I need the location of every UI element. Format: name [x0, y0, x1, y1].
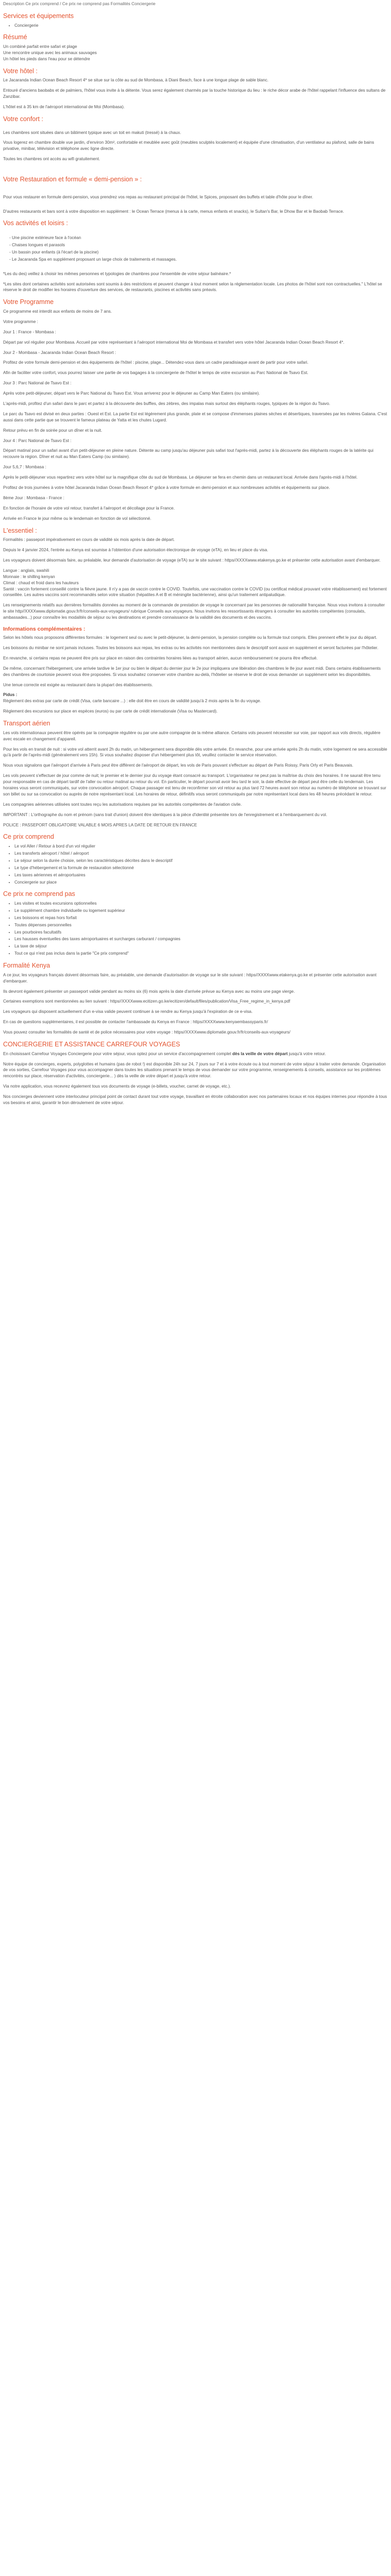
paragraph: Formalités : passeport impérativement en cours de validité six mois après la date de départ. [3, 537, 175, 543]
comprend-list [3, 843, 388, 885]
paragraph: Depuis le 4 janvier 2024, l'entrée au Kenya est soumise à l'obtention d'une autorisation électronique de voyage (eTA), en lieu et place du visa. [3, 548, 268, 553]
paragraph: Via notre application, vous recevrez également tous vos documents de voyage (e-billets, voucher, carnet de voyage, etc.). [3, 1084, 231, 1089]
paragraph: Profitez de votre formule demi-pension et des équipements de l'hôtel : piscine, plage... Détendez-vous dans un cadre paradisiaque avant de partir pour votre safari. [3, 360, 308, 365]
paragraph: Après votre petit-déjeuner, départ vers le Parc National du Tsavo Est. Vous arriverez pour le déjeuner au Camp Man Eaters (ou similaire). [3, 391, 260, 396]
paragraph: Règlement des excursions sur place en espèces (euros) ou par carte de crédit internationale (Visa ou Mastercard). [3, 709, 218, 714]
paragraph: Vous logerez en chambre double vue jardin, d'environ 30m², confortable et meublée avec goût (meubles sculptés localement) et équipée d'une climatisation, d'un ventilateur au plafond, salle de bains privative, minibar, télévision et téléphone avec ligne directe. [3, 140, 374, 151]
informations-section [3, 626, 388, 715]
list-item: • Le vol Aller / Retour à bord d'un vol régulier [14, 843, 388, 850]
services-list [3, 23, 388, 29]
activites-list [3, 235, 388, 263]
transport-section [3, 720, 388, 828]
day-title: Jour 3 : Parc National de Tsavo Est : [3, 381, 72, 386]
confort-title: Votre confort : [3, 115, 43, 123]
paragraph: D'autres restaurants et bars sont à votre disposition en supplément : le Ocean Terrace (menus à la carte, menus enfants et snacks), le Sultan's Bar, le Dhow Bar et le Baobab Terrace. [3, 209, 344, 214]
tab-nav-text[interactable]: Description Ce prix comprend / Ce prix ne comprend pas Formalités Conciergerie [3, 2, 156, 6]
programme-title: Votre Programme [3, 298, 54, 306]
note: *Les du des) veillez à choisir les mêmes personnes et typologies de chambres pour l'ensemble de votre séjour balnéaire.* [3, 271, 231, 276]
note: *Les sites dont certaines activités sont autorisées sont soumis à des restrictions et peuvent changer à tout moment selon la réglementation locale. Les photos de l'hôtel sont non contractuelles." L'hôtel se réserve le droit de modifier les horaires d'ouverture des services, de restaurants, piscines et activités sans préavis. [3, 281, 382, 293]
paragraph: Les boissons du minibar ne sont jamais incluses. Toutes les boissons aux repas, les extras ou les activités non mentionnées dans le descriptif sont aussi en supplément et seront facturées par l'hôtelier. [3, 646, 379, 650]
paragraph: Les vols peuvent s'effectuer de jour comme de nuit; le premier et le dernier jour du voyage étant consacré au transport. L'organisateur ne peut pas la maîtrise du choix des horaires. Il ne saurait être tenu pour responsable en cas de départ tardif de l'aller ou retour matinal au retour du vol. En particulier, le départ pourrait avoir lieu tard le soir, la date effective de départ peut être celle du lendemain. Les horaires vous seront communiqués, sur votre convocation aéroport. Chaque passager est tenu de reconfirmer son vol retour au plus tard 72 heures avant son retour au numéro de téléphone se trouvant sur son billet ou sur sa convocation ou auprès de notre représentant local. Les horaires de retour, définitifs vous seront communiqués par notre représentant local dans les 48 heures précédant le retour. [3, 773, 386, 796]
confort-section [3, 115, 388, 162]
resume-section [3, 33, 388, 62]
list-item: • Tout ce qui n'est pas inclus dans la partie "Ce prix comprend" [14, 951, 388, 957]
paragraph: Certaines exemptions sont mentionnées au lien suivant : https//XXXXwww.ecitizen.go.ke/ecitizen/default/files/publication/Visa_Free_regime_in_kenya.pdf [3, 999, 290, 1004]
resume-title: Résumé [3, 33, 27, 41]
list-item: • Toutes dépenses personnelles [14, 922, 388, 928]
paragraph: En revanche, si certains repas ne peuvent être pris sur place en raison des contraintes horaires liées au transport aérien, aucun remboursement ne pourra être effectué. [3, 655, 318, 660]
list-item: - Le Jacaranda Spa en supplément proposant un large choix de traitements et massages. [9, 257, 388, 263]
transport-title: Transport aérien [3, 720, 51, 727]
day-title: Jour 4 : Parc National de Tsavo Est : [3, 438, 72, 443]
list-item: • Conciergerie sur place [14, 879, 388, 886]
paragraph: Vous pouvez consulter les formalités de santé et de police nécessaires pour votre voyage : https//XXXXwww.diplomatie.gouv.fr/fr/conseils-aux-voyageurs/ [3, 1030, 290, 1035]
info-line: Santé : vaccin fortement conseillé contre la fièvre jaune. Il n'y a pas de vaccin contre le COVID. Toutefois, une vaccination contre le COVID (ou certificat médical prouvant votre rétablissement) est fortement conseillée. Les autres vaccins sont recommandés selon votre situation (hépatites A et B et méningite bactérienne), ainsi qu'un traitement antipaludique. [3, 586, 387, 598]
paragraph: Votre programme : [3, 319, 38, 324]
restauration-section [3, 176, 388, 214]
necomprend-section [3, 890, 388, 957]
paragraph: Notre équipe de concierges, experts, polyglottes et humains (pas de robot !) est disponible 24h sur 24, 7 jours sur 7 et à votre écoute ou à tout moment de votre séjour à traiter votre demande. Organisation de vos sorties, Carrefour Voyages pour vous accompagner dans toutes les situations prenant le temps de vous demander sur votre programme, renseignements & conseils, assistance sur les problèmes rencontrés sur place, réservation d'activités, conciergerie... ) dès la veille de votre départ et jusqu'à votre retour. [3, 1061, 386, 1079]
paragraph: A ce jour, les voyageurs français doivent désormais faire, au préalable, une demande d'autorisation de voyage sur le site suivant : https//XXXXwww.etakenya.go.ke et présenter cette autorisation avant d'embarquer. [3, 972, 377, 984]
day-title: 8ème Jour : Mombasa - France : [3, 495, 64, 500]
paragraph: De même, concernant l'hébergement, une arrivée tardive le 1er jour ou bien le départ du dernier jour le 2e jour impliquera une libération des chambres le 8e jour avant midi. Dans certains établissements des chambres de courtoisie peuvent vous être proposées. Si vous souhaitez conserver votre chambre au-delà, l'hôtelier se réserve le droit de vous demander un supplément selon les disponibilités. [3, 666, 381, 677]
list-item: • Le séjour selon la durée choisie, selon les caractéristiques décrites dans le descriptif [14, 858, 388, 864]
day-title: Jour 1 : France - Mombasa : [3, 329, 56, 334]
paragraph: Les voyageurs qui disposent actuellement d'un e-visa valide peuvent continuer à se rendre au Kenya jusqu'à l'expiration de ce e-visa. [3, 1009, 253, 1014]
paragraph: Pour les vols en transit de nuit : si votre vol atterrit avant 2h du matin, un hébergement sera disponible dès votre arrivée. En revanche, pour une arrivée après 2h du matin, votre logement ne sera accessible qu'à partir de l'après-midi (généralement vers 15h). Si vous souhaitez disposer d'un hébergement plus tôt, veuillez contacter le service réservation. [3, 747, 387, 758]
list-item: • La taxe de séjour [14, 943, 388, 950]
conciergerie-title: CONCIERGERIE ET ASSISTANCE CARREFOUR VOYAGES [3, 1041, 181, 1048]
paragraph: Selon les hôtels nous proposons différentes formules : le logement seul ou avec le petit-déjeuner, la demi-pension, la pension complète ou la formule tout compris. Elles prennent effet le jour du départ. [3, 635, 378, 640]
services-section [3, 12, 388, 29]
product-page [0, 0, 391, 1116]
paragraph: En choisissant Carrefour Voyages Conciergerie pour votre séjour, vous optez pour un service d'accompagnement complet dès la veille de votre départ jusqu'à votre retour. [3, 1051, 326, 1056]
day-title: Jour 5,6,7 : Mombasa : [3, 465, 46, 470]
list-item: • Conciergerie [14, 23, 388, 29]
list-item: • Le type d'hébergement et la formule de restauration sélectionné [14, 865, 388, 871]
restauration-title: Votre Restauration et formule « demi-pension » : [3, 176, 142, 183]
hotel-section [3, 67, 388, 110]
paragraph: Les voyageurs doivent désormais faire, au préalable, leur demande d'autorisation de voyage (eTA) sur le site suivant : https//XXXXwww.etakenya.go.ke et présenter cette autorisation avant d'embarquer. [3, 557, 381, 563]
paragraph: Ils devront également présenter un passeport valide pendant au moins six (6) mois après la date d'arrivée prévue au Kenya avec au moins une page vierge. [3, 989, 295, 994]
list-item: - Chaises longues et parasols [9, 242, 388, 248]
list-item: • Les taxes aériennes et aéroportuaires [14, 872, 388, 878]
paragraph: Afin de faciliter votre confort, vous pourrez laisser une partie de vos bagages à la conciergerie de l'hôtel le temps de votre excursion au Parc National de Tsavo Est. [3, 370, 308, 376]
paragraph: En cas de questions supplémentaires, il est possible de contacter l'ambassade du Kenya en France : https//XXXXwww.kenyaembassyparis.fr/ [3, 1020, 268, 1025]
paragraph: Règlement des extras par carte de crédit (Visa, carte bancaire ...) : elle doit être en cours de validité jusqu'à 2 mois après la fin du voyage. [3, 699, 262, 704]
paragraph: L'après-midi, profitez d'un safari dans le parc et partez à la découverte des buffles, des zèbres, des impalas mais surtout des éléphants rouges, typiques de la région du Tsavo. [3, 401, 331, 406]
formalite-section [3, 962, 388, 1036]
essentiel-title: L'essentiel : [3, 527, 37, 534]
paragraph: Nos concierges deviennent votre interlocuteur principal point de contact durant tout votre voyage, travaillant en étroite collaboration avec nos partenaires locaux et nos équipes internes pour répondre à tous vos besoins et ainsi, garantir le bon déroulement de votre séjour. [3, 1094, 387, 1105]
paragraph: L'hôtel est à 35 km de l'aéroport international de Moi (Mombasa). [3, 105, 125, 109]
paragraph: En fonction de l'horaire de votre vol retour, transfert à l'aéroport et décollage pour la France. [3, 505, 175, 511]
activites-section [3, 219, 388, 293]
paragraph: Le parc du Tsavo est divisé en deux parties : Ouest et Est. La partie Est est légèrement plus grande, plate et se compose d'immenses plaines sèches et désertiques, traversées par les rivières Galana. C'est aussi dans cette partie que se trouvent le fameux plateau de Yatta et les chutes Lugard. [3, 411, 387, 422]
list-item: • Les boissons et repas hors forfait [14, 915, 388, 921]
list-item: - Une piscine extérieure face à l'océan [9, 235, 388, 241]
paragraph: Retour prévu en fin de soirée pour un dîner et la nuit. [3, 428, 103, 433]
paragraph: Départ par vol régulier pour Mombasa. Accueil par votre représentant à l'aéroport international Moi de Mombasa et transfert vers votre hôtel Jacaranda Indian Ocean Beach Resort 4*. [3, 340, 345, 345]
resume-line: Une rencontre unique avec les animaux sauvages [3, 50, 97, 55]
paragraph: Nous vous signalons que l'aéroport d'arrivée à Paris peut être différent de l'aéroport de départ, les vols de Paris pouvant s'effectuer au départ de Paris Roissy, Paris Orly et Paris Beauvais. [3, 763, 353, 768]
paragraph: Arrivée en France le jour même ou le lendemain en fonction de vol sélectionné. [3, 516, 152, 521]
paragraph: Les vols internationaux peuvent être opérés par la compagnie régulière ou par une autre compagnie de la même alliance. Certains vols peuvent nécessiter sur voie, par rapport aux vols directs, régulière avec escale en changement d'appareil. [3, 730, 381, 741]
programme-section [3, 298, 388, 521]
paragraph: Profitez de trois journées à votre hôtel Jacaranda Indian Ocean Beach Resort 4* grâce à votre formule en demi-pension et aux nombreuses activités et équipements sur place. [3, 485, 330, 490]
info-line: Climat : chaud et froid dans les hauteurs [3, 580, 79, 585]
necomprend-title: Ce prix ne comprend pas [3, 890, 75, 898]
paragraph: Après le petit-déjeuner vous repartirez vers votre hôtel sur la magnifique côte du sud de Mombasa. Le déjeuner se fera en chemin dans un restaurant local. Arrivée dans l'après-midi à l'hôtel. [3, 475, 358, 480]
paragraph: Pour vous restaurer en formule demi-pension, vous prendrez vos repas au restaurant principal de l'hôtel, le Spices, proposant des buffets et table d'hôte pour le dîner. [3, 194, 314, 199]
paragraph: Départ matinal pour un safari avant d'un petit-déjeuner en pleine nature. Détente au camp jusqu'au déjeuner puis safari tout l'après-midi, partez à la découverte des éléphants rouges de la latérite qui recouvre la région. Dîner et nuit au Man Eaters Camp (ou similaire). [3, 448, 373, 460]
activites-title: Vos activités et loisirs : [3, 219, 68, 227]
resume-line: Un hôtel les pieds dans l'eau pour se détendre [3, 56, 90, 61]
hotel-title: Votre hôtel : [3, 67, 38, 75]
informations-title: Informations complémentaires : [3, 625, 86, 632]
paragraph: Ce programme est interdit aux enfants de moins de 7 ans. [3, 309, 112, 314]
list-item: • Les visites et toutes excursions optionnelles [14, 901, 388, 907]
label: Pidus : [3, 692, 18, 698]
comprend-section [3, 833, 388, 885]
comprend-title: Ce prix comprend [3, 833, 54, 841]
formalite-title: Formalité Kenya [3, 962, 51, 970]
paragraph: POLICE : PASSEPORT OBLIGATOIRE VALABLE 6 MOIS APRES LA DATE DE RETOUR EN FRANCE [3, 822, 197, 827]
list-item: • Les pourboires facultatifs [14, 929, 388, 936]
paragraph: Les compagnies aériennes utilisées sont toutes reçu les autorisations requises par les autorités compétentes de l'aviation civile. [3, 802, 242, 807]
list-item: • Le supplément chambre individuelle ou logement supérieur [14, 908, 388, 914]
paragraph: Les chambres sont situées dans un bâtiment typique avec un toit en makuti (tressé) à la chaux. [3, 130, 181, 135]
resume-line: Un combiné parfait entre safari et plage [3, 44, 77, 49]
paragraph: IMPORTANT : L'orthographe du nom et prénom (sans trait d'union) doivent être identiques à la pièce d'identité présentée lors de l'enregistrement et à l'embarquement du vol. [3, 812, 328, 817]
list-item: • Les hausses éventuelles des taxes aéroportuaires et surcharges carburant / compagnies [14, 936, 388, 942]
paragraph: Toutes les chambres ont accès au wifi gratuitement. [3, 157, 100, 162]
list-item: • Les transferts aéroport / hôtel / aéroport [14, 851, 388, 857]
paragraph: Une tenue correcte est exigée au restaurant dans la plupart des établissements. [3, 682, 153, 687]
day-title: Jour 2 - Mombasa - Jacaranda Indian Ocean Beach Resort : [3, 350, 116, 355]
paragraph: Entouré d'anciens baobabs et de palmiers, l'hôtel vous invite à la détente. Vous serez également charmés par la touche historique du lieu : le riche décor arabe de l'hôtel rappelant l'influence des sultans de Zanzibar. [3, 88, 386, 99]
info-line: Monnaie : le shilling kenyan [3, 574, 55, 579]
services-title: Services et équipements [3, 12, 74, 20]
info-line: Langue : anglais, swahili [3, 568, 50, 573]
paragraph: Le Jacaranda Indian Ocean Beach Resort 4* se situe sur la côte au sud de Mombasa, à Diani Beach, face à une longue plage de sable blanc. [3, 78, 269, 83]
paragraph: Les renseignements relatifs aux dernières formalités données au moment de la commande de prestation de voyage le concernant par les personnes de nationalité française. Nous vous invitons à consulter le site http//XXXXwww.diplomatie.gouv.fr/fr/conseils-aux-voyageurs/ rubrique Conseils aux voyageurs. Nous invitons les ressortissants étrangers à consulter les autorités compétentes (consulats, ambassades...) pour connaître les modalités de séjour ou les destinations et prendre connaissance de la validité des documents et des vaccins. [3, 603, 385, 620]
essentiel-section [3, 527, 388, 621]
necomprend-list [3, 901, 388, 957]
conciergerie-section [3, 1041, 388, 1106]
list-item: - Un bassin pour enfants (à l'écart de la piscine) [9, 249, 388, 256]
